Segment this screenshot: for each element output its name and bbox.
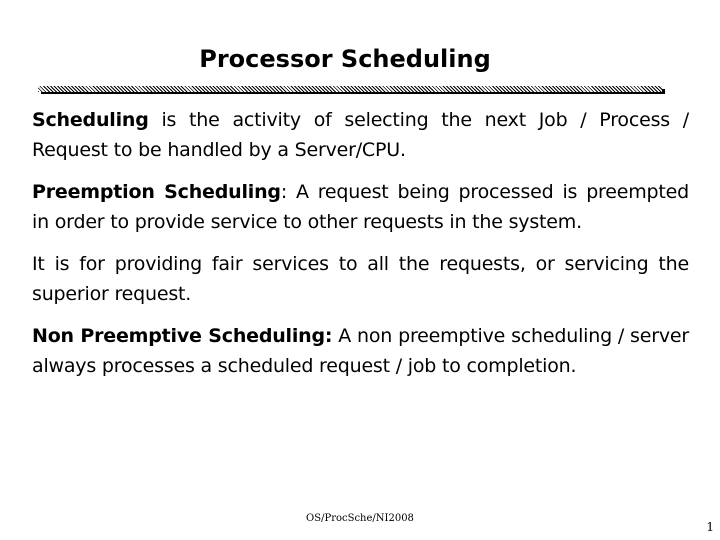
term-preemption-scheduling: Preemption Scheduling <box>32 181 281 203</box>
page-number: 1 <box>706 520 714 534</box>
term-non-preemptive-scheduling: Non Preemptive Scheduling: <box>32 325 333 347</box>
slide-title: Processor Scheduling <box>199 45 491 73</box>
title-underline-shadow-bottom <box>41 92 665 94</box>
paragraph-text: is the activity of selecting the next Job / Process / Request to be handled by a Server/CPU. <box>32 109 689 161</box>
paragraph-preemption-scheduling <box>32 177 689 237</box>
paragraph-text: It is for providing fair services to all the requests, or servicing the superior request. <box>32 253 689 305</box>
term-scheduling: Scheduling <box>32 109 149 131</box>
slide-footer: OS/ProcSche/NI2008 <box>306 513 414 524</box>
paragraph-text: A non preemptive scheduling / server always processes a scheduled request / job to completion. <box>32 325 689 377</box>
paragraph-non-preemptive-scheduling <box>32 321 689 381</box>
paragraph-text: : A request being processed is preempted in order to provide service to other requests in the system. <box>32 181 689 233</box>
paragraph-fair-services <box>32 249 689 309</box>
slide-body <box>32 105 689 393</box>
paragraph-scheduling-definition <box>32 105 689 165</box>
